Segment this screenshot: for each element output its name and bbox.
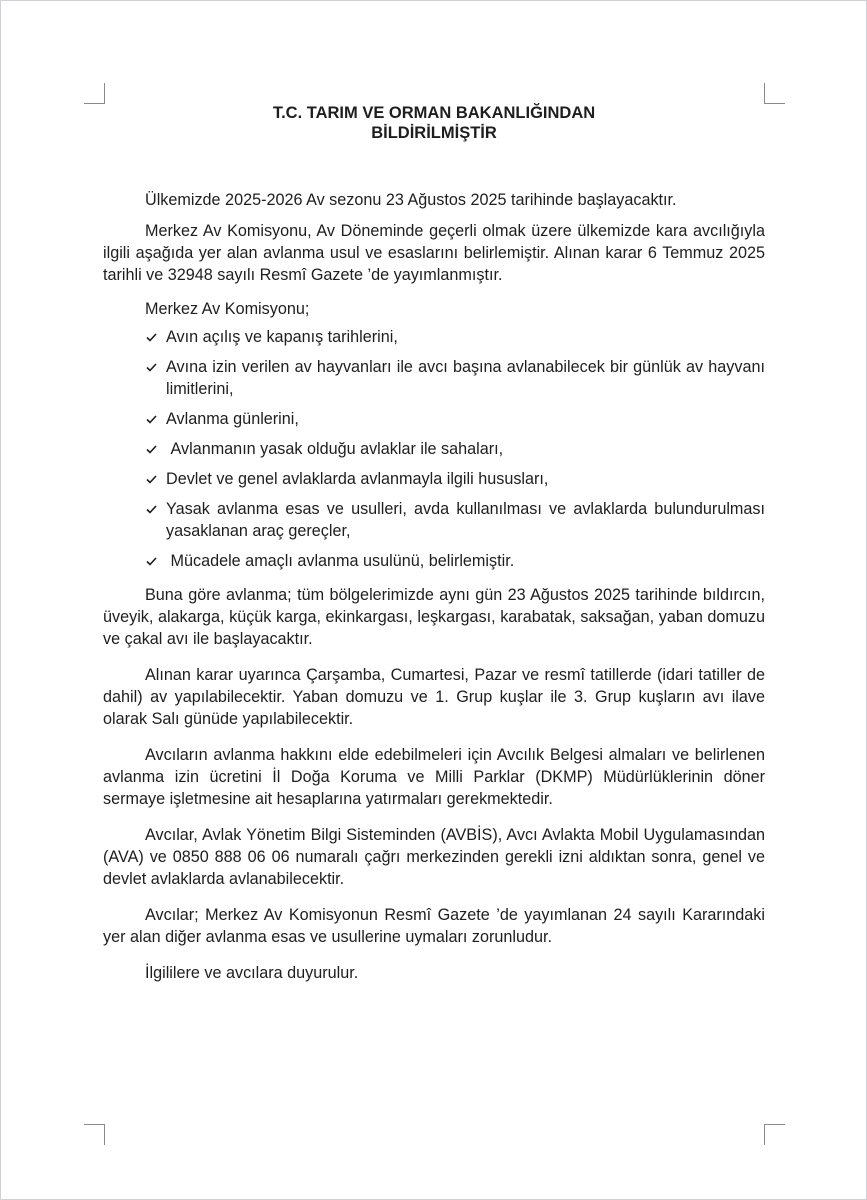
checkmark-icon — [146, 550, 160, 572]
checklist-item: Avlanma günlerini, — [103, 408, 765, 430]
checklist-item: Avlanmanın yasak olduğu avlaklar ile sahaları, — [103, 438, 765, 460]
checkmark-icon — [146, 438, 160, 460]
paragraph-commission-decision: Merkez Av Komisyonu, Av Döneminde geçerli olmak üzere ülkemizde kara avcılığıyla ilgili aşağıda yer alan avlanma usul ve esaslarını belirlemiştir. Alınan karar 6 Temmuz 2025 tarihli ve 32948 sayılı Resmî Gazete ’de yayımlanmıştır. — [103, 222, 765, 284]
checkmark-icon — [146, 468, 160, 490]
crop-mark-top-left — [84, 83, 105, 104]
checklist-item: Avın açılış ve kapanış tarihlerini, — [103, 326, 765, 348]
crop-mark-bottom-left — [84, 1124, 105, 1145]
paragraph-commission-intro: Merkez Av Komisyonu; — [145, 300, 310, 318]
paragraph-compliance: Avcılar; Merkez Av Komisyonun Resmî Gazete ’de yayımlanan 24 sayılı Kararındaki yer alan diğer avlanma esas ve usullerine uymaları zorunludur. — [103, 906, 765, 946]
checkmark-icon — [146, 326, 160, 348]
paragraph-season-start: Ülkemizde 2025-2026 Av sezonu 23 Ağustos 2025 tarihinde başlayacaktır. — [145, 191, 677, 209]
document-title — [103, 103, 765, 143]
paragraph-hunting-license: Avcıların avlanma hakkını elde edebilmeleri için Avcılık Belgesi almaları ve belirlenen avlanma izin ücretini İl Doğa Koruma ve Milli Parklar (DKMP) Müdürlüklerinin döner sermaye işletmesine ait hesaplarına yatırmaları gerekmektedir. — [103, 746, 765, 808]
crop-mark-top-right — [764, 83, 785, 104]
paragraph-species-start: Buna göre avlanma; tüm bölgelerimizde aynı gün 23 Ağustos 2025 tarihinde bıldırcın, üveyik, alakarga, küçük karga, ekinkargası, leşkargası, karabatak, saksağan, yaban domuzu ve çakal avı ile başlayacaktır. — [103, 586, 765, 648]
crop-mark-bottom-right — [764, 1124, 785, 1145]
checkmark-icon — [146, 356, 160, 378]
checkmark-icon — [146, 408, 160, 430]
document-page — [103, 103, 765, 984]
decision-checklist — [103, 326, 765, 572]
paragraph-permit-channels: Avcılar, Avlak Yönetim Bilgi Sisteminden (AVBİS), Avcı Avlakta Mobil Uygulamasından (AVA) ve 0850 888 06 06 numaralı çağrı merkezinden gerekli izni aldıktan sonra, genel ve devlet avlaklarda avlanabilecektir. — [103, 826, 765, 888]
checkmark-icon — [146, 498, 160, 520]
title-line-1: T.C. TARIM VE ORMAN BAKANLIĞINDAN — [272, 104, 596, 122]
title-line-2: BİLDİRİLMİŞTİR — [371, 124, 497, 142]
checklist-item: Avına izin verilen av hayvanları ile avcı başına avlanabilecek bir günlük av hayvanı limitlerini, — [103, 356, 765, 400]
checklist-item: Mücadele amaçlı avlanma usulünü, belirlemiştir. — [103, 550, 765, 572]
paragraph-announcement: İlgililere ve avcılara duyurulur. — [145, 964, 359, 982]
checklist-item: Devlet ve genel avlaklarda avlanmayla ilgili hususları, — [103, 468, 765, 490]
checklist-item: Yasak avlanma esas ve usulleri, avda kullanılması ve avlaklarda bulundurulması yasaklanan araç gereçler, — [103, 498, 765, 542]
paragraph-hunting-days: Alınan karar uyarınca Çarşamba, Cumartesi, Pazar ve resmî tatillerde (idari tatiller de dahil) av yapılabilecektir. Yaban domuzu ve 1. Grup kuşlar ile 3. Grup kuşların avı ilave olarak Salı günüde yapılabilecektir. — [103, 666, 765, 728]
